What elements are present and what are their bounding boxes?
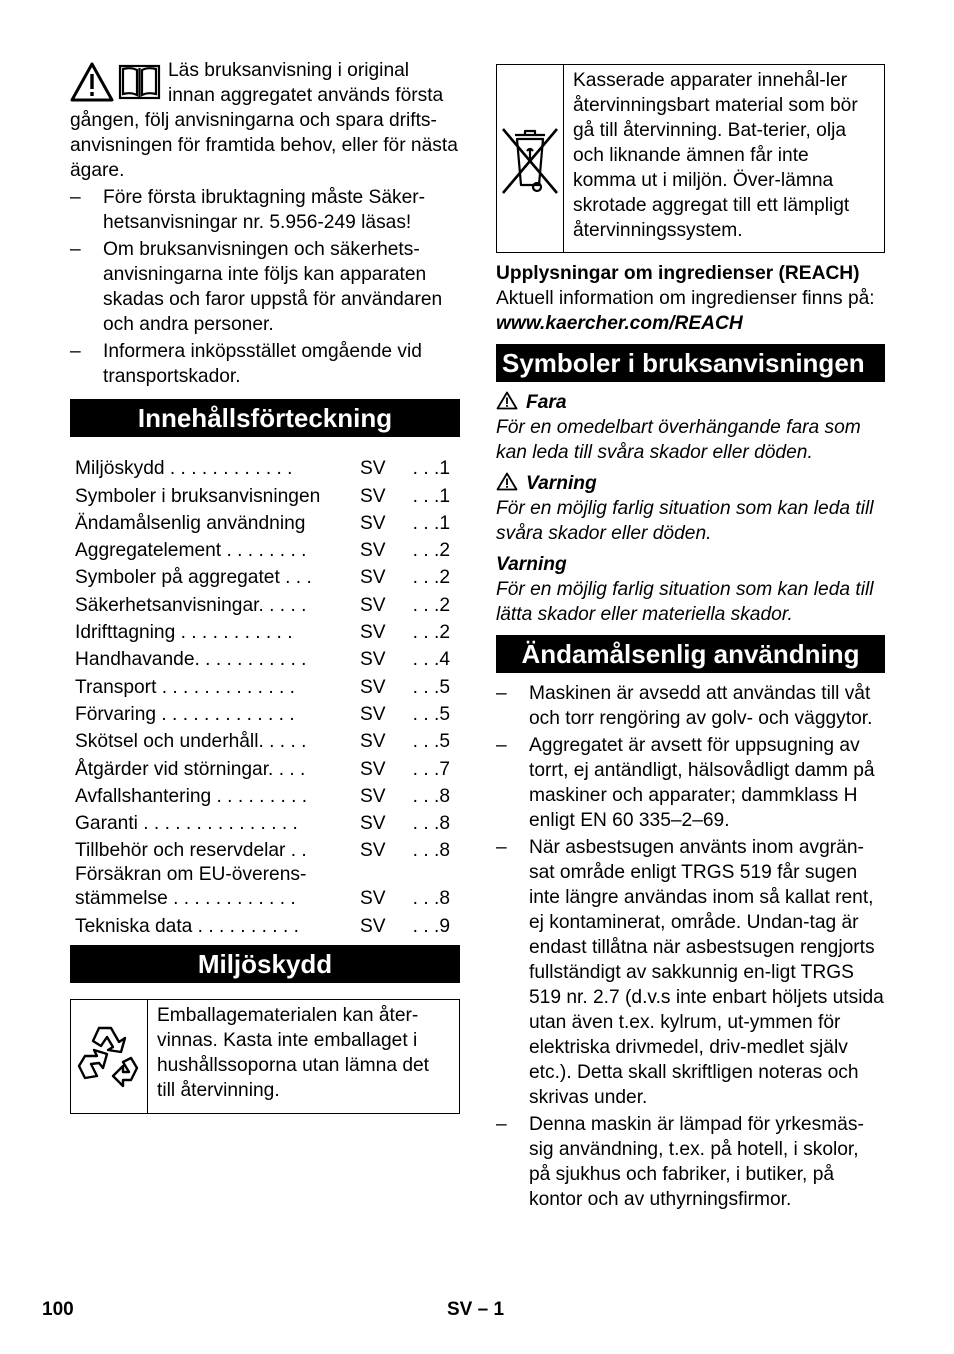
toc-entry-title: Miljöskydd . . . . . . . . . . . . [75,458,293,480]
toc-entry-lang: SV [360,813,386,835]
environment-heading: Miljöskydd [70,945,460,983]
bullet-mark: – [496,837,507,858]
toc-entry-lang: SV [360,785,386,807]
list-item [70,339,460,389]
disposal-text: Kasserade apparater innehål-ler återvinningsbart material som bör gå till återvinning. Bat-terier, olja och liknande ämnen får inte komma ut i miljön. Över-lämna skrotade aggregat till ett lämpligt återvinningssystem. [573,70,858,241]
bullet-mark: – [70,239,81,260]
toc-entry-page: . . .7 [412,758,450,780]
warning-triangle-icon [72,64,112,100]
toc-entry-title: Tekniska data . . . . . . . . . . [75,915,299,937]
toc-entry-page: . . .5 [412,731,450,753]
toc-entry-lang: SV [360,731,386,753]
left-column [70,58,460,1114]
toc-entry-page: . . .1 [412,458,450,480]
toc-entry-title: Försäkran om EU-överens- stämmelse . . . . . . . . . . . . [75,864,307,910]
bullet-text: Maskinen är avsedd att användas till våt och torr rengöring av golv- och väggytor. [529,683,873,729]
toc-entry-title: Garanti . . . . . . . . . . . . . . . [75,813,298,835]
recycling-icon-cell [71,1000,148,1113]
toc-entry-page: . . .2 [412,594,450,616]
list-item [70,185,460,235]
toc-row [70,481,460,508]
toc-entry-lang: SV [360,594,386,616]
manual-book-icon [120,66,159,98]
toc-row [70,700,460,727]
intro-bullet-list [70,185,460,389]
toc-entry-page: . . .2 [412,567,450,589]
toc-entry-lang: SV [360,676,386,698]
symbol-label-text: Varning [526,473,597,494]
toc-heading: Innehållsförteckning [70,399,460,437]
packaging-text: Emballagematerialen kan åter-vinnas. Kasta inte emballaget i hushållssoporna utan lämna det till återvinning. [157,1004,430,1101]
toc-entry-title: Idrifttagning . . . . . . . . . . . [75,622,293,644]
bullet-text: Före första ibruktagning måste Säker-hetsanvisningar nr. 5.956-249 läsas! [103,187,426,233]
list-item [70,237,460,337]
warning-and-manual-icons [70,60,162,104]
symbol-label-fara [496,390,885,415]
toc-row [70,509,460,536]
crossed-bin-icon [497,121,563,197]
toc-entry-title: Förvaring . . . . . . . . . . . . . [75,703,295,725]
toc-row [70,672,460,699]
intro-section [70,58,460,389]
toc-entry-lang: SV [360,512,386,534]
toc-row [70,645,460,672]
symbol-description: För en möjlig farlig situation som kan leda till svåra skador eller döden. [496,498,874,544]
symbols-heading: Symboler i bruksanvisningen [496,344,885,382]
toc-entry-lang: SV [360,915,386,937]
toc-row [70,727,460,754]
toc-entry-page: . . .8 [412,840,450,862]
list-item [496,1112,885,1212]
toc-entry-lang: SV [360,840,386,862]
reach-url: www.kaercher.com/REACH [496,313,743,334]
toc-row [70,911,460,938]
bullet-mark: – [496,683,507,704]
list-item [496,733,885,833]
section-page-label: SV – 1 [447,1299,505,1320]
toc-entry-lang: SV [360,485,386,507]
toc-entry-title: Transport . . . . . . . . . . . . . [75,676,295,698]
warning-triangle-icon [496,391,518,410]
right-column [496,64,885,1212]
symbols-list [496,390,885,627]
symbol-label-text: Fara [526,392,567,413]
toc-row [70,590,460,617]
toc-entry-page: . . .2 [412,540,450,562]
reach-heading: Upplysningar om ingredienser (REACH) [496,263,860,284]
toc-row [70,536,460,563]
toc-row [70,782,460,809]
crossed-bin-icon-cell [497,65,564,252]
bullet-text: När asbestsugen använts inom avgrän-sat område enligt TRGS 519 får sugen inte längre användas inom så kallat rent, ej kontaminerat, område. Undan-tag är endast tillåtna när asbestsugen rengjorts fullständigt av sakkunnig en-ligt TRGS 519 nr. 2.7 (d.v.s inte enbart höljets utsida utan även t.ex. kylrum, ut-ymmen för elektriska drivmedel, driv-medlet själv etc.). Detta skall skriftligen noteras och skrivas under. [529,837,884,1108]
toc-entry-page: . . .5 [412,703,450,725]
toc-entry-title: Säkerhetsanvisningar. . . . . [75,594,307,616]
symbol-description: För en omedelbart överhängande fara som kan leda till svåra skador eller döden. [496,417,861,463]
packaging-box [70,999,460,1114]
bullet-text: Om bruksanvisningen och säkerhets-anvisningarna inte följs kan apparaten skadas och faror uppstå för användaren och andra personer. [103,239,443,335]
symbol-label-varning [496,471,885,496]
toc-entry-page: . . .1 [412,485,450,507]
bullet-text: Aggregatet är avsett för uppsugning av torrt, ej antändligt, hälsovådligt damm på maskiner och apparater; dammklass H enligt EN 60 335–2–69. [529,735,875,831]
toc-entry-page: . . .2 [412,622,450,644]
toc-entry-title: Åtgärder vid störningar. . . . [75,758,306,780]
toc-entry-title: Symboler i bruksanvisningen [75,485,321,507]
intended-use-heading: Ändamålsenlig användning [496,635,885,673]
list-item [496,681,885,731]
toc-row [70,454,460,481]
toc-entry-lang: SV [360,703,386,725]
toc-row [70,563,460,590]
toc-entry-title: Avfallshantering . . . . . . . . . [75,785,308,807]
intended-use-list [496,681,885,1212]
toc-entry-page: . . .4 [412,649,450,671]
bullet-mark: – [496,735,507,756]
toc-entry-title: Tillbehör och reservdelar . . [75,840,307,862]
toc-entry-title: Aggregatelement . . . . . . . . [75,540,307,562]
toc-entry-lang: SV [360,758,386,780]
toc-entry-title: Skötsel och underhåll. . . . . [75,731,307,753]
toc-entry-title: Handhavande. . . . . . . . . . . [75,649,307,671]
bullet-mark: – [70,187,81,208]
toc-entry-page: . . .9 [412,915,450,937]
toc-entry-page: . . .8 [412,813,450,835]
toc-table [70,454,460,939]
bullet-mark: – [70,341,81,362]
toc-entry-lang: SV [360,567,386,589]
toc-entry-lang: SV [360,649,386,671]
symbol-description: För en möjlig farlig situation som kan leda till lätta skador eller materiella skador. [496,579,874,625]
bullet-text: Informera inköpsstället omgående vid transportskador. [103,341,422,387]
toc-row [70,809,460,836]
toc-row [70,863,460,911]
toc-row [70,754,460,781]
toc-entry-lang: SV [360,888,386,910]
toc-entry-page: . . .5 [412,676,450,698]
warning-triangle-icon [496,472,518,491]
toc-row [70,618,460,645]
disposal-box [496,64,885,253]
reach-text: Aktuell information om ingredienser finns på: [496,288,875,309]
toc-entry-page: . . .8 [412,888,450,910]
toc-row [70,836,460,863]
bullet-mark: – [496,1114,507,1135]
toc-entry-lang: SV [360,622,386,644]
page-number: 100 [42,1299,74,1320]
toc-entry-title: Ändamålsenlig användning [75,512,306,534]
symbol-label-varning-plain: Varning [496,554,567,575]
toc-entry-lang: SV [360,458,386,480]
toc-entry-page: . . .8 [412,785,450,807]
toc-entry-page: . . .1 [412,512,450,534]
list-item [496,835,885,1110]
bullet-text: Denna maskin är lämpad för yrkesmäs-sig användning, t.ex. på hotell, i skolor, på sjukhus och fabriker, i butiker, på kontor och av uthyrningsfirmor. [529,1114,864,1210]
toc-entry-title: Symboler på aggregatet . . . [75,567,312,589]
intro-text: Läs bruksanvisning i original innan aggregatet används första gången, följ anvisningarna och spara drifts-anvisningen för framtida behov, eller för nästa ägare. [70,60,458,181]
recycling-icon [71,1018,147,1094]
toc-entry-lang: SV [360,540,386,562]
